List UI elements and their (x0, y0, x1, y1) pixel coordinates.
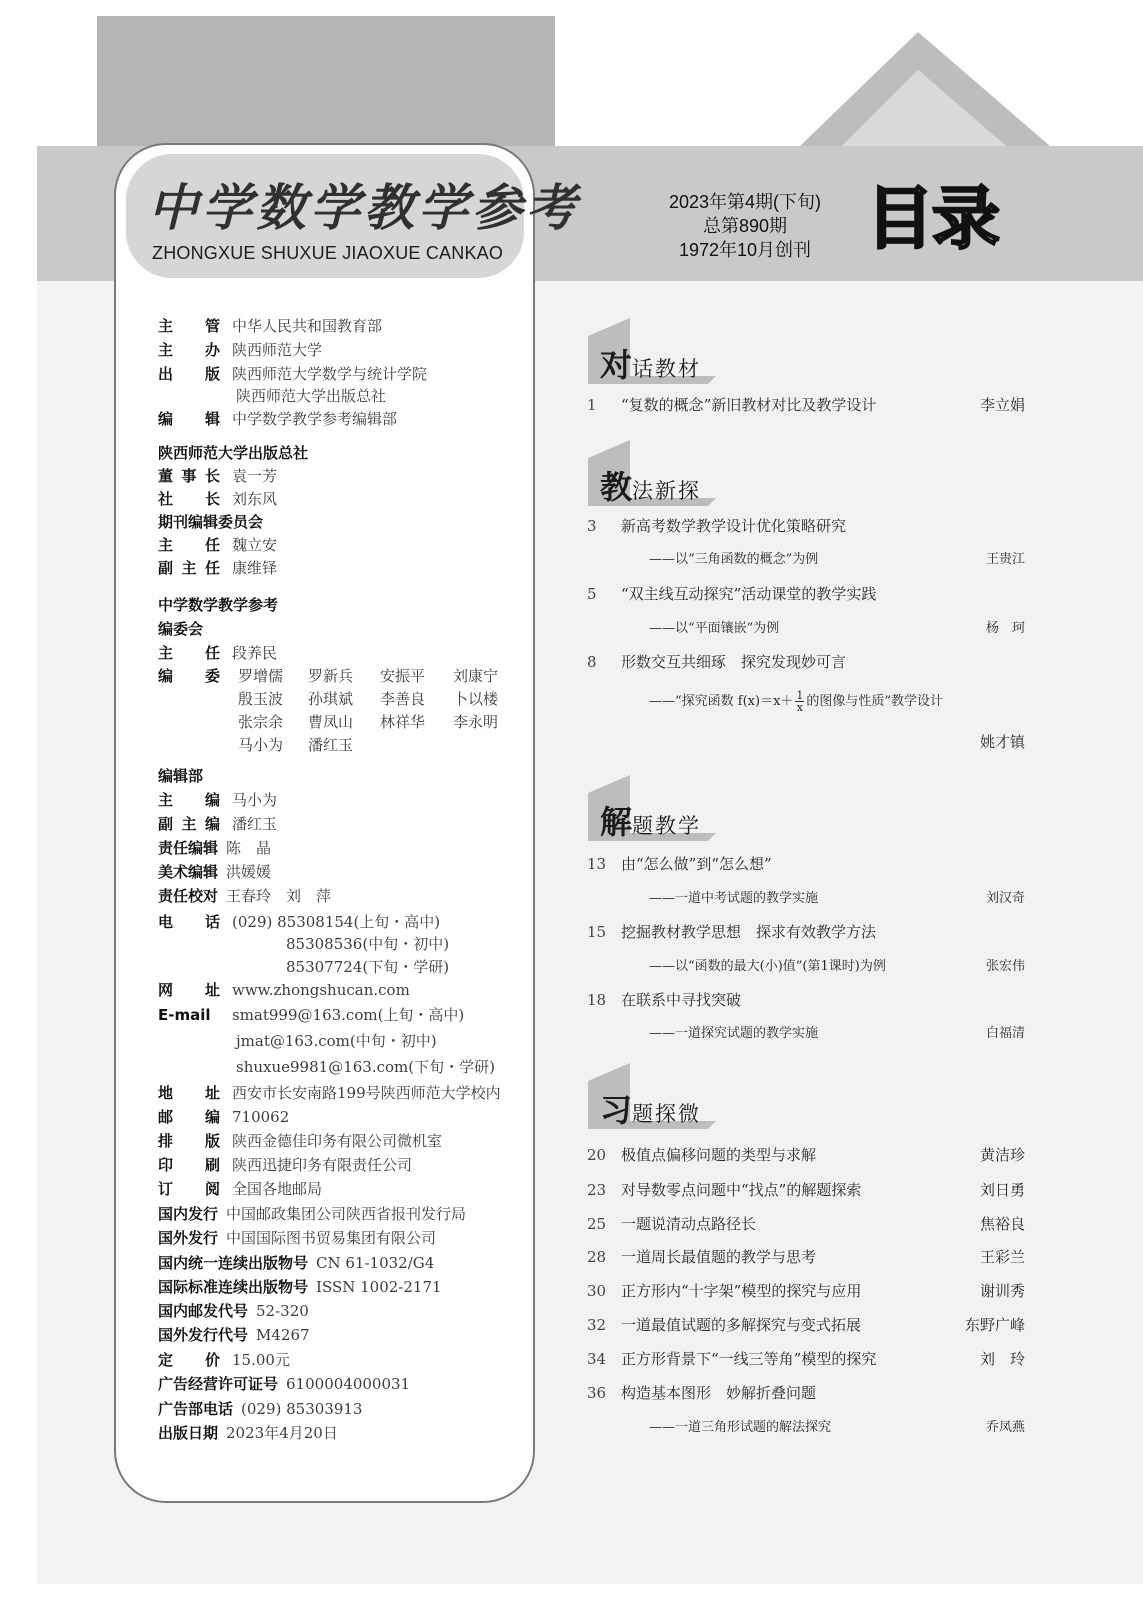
toc-entry-subtitle-row (587, 1416, 1025, 1440)
section-header (588, 775, 718, 845)
toc-entry-subtitle (649, 690, 943, 714)
section-header (588, 440, 718, 510)
masthead-chief-editor-label: 主 编 (158, 791, 220, 809)
masthead-chief-editor-value: 马小为 (232, 791, 278, 809)
masthead-supervisor-label: 主 管 (158, 317, 220, 335)
masthead-proofreader (158, 886, 331, 906)
toc-entry-title: 构造基本图形 妙解折叠问题 (621, 1384, 817, 1402)
masthead-ad-license (158, 1374, 410, 1394)
section-title-initial: 对 (600, 346, 633, 384)
toc-entry (587, 1178, 1025, 1202)
toc-entry-author: 张宏伟 (985, 959, 1025, 974)
masthead-board-chair (158, 643, 277, 663)
masthead-typesetting-label: 排 版 (158, 1132, 220, 1150)
masthead-address-value: 西安市长安南路199号陕西师范大学校内 (232, 1084, 501, 1102)
masthead-chairman (158, 466, 277, 486)
toc-entry-subtitle-row (587, 617, 1025, 641)
section-title-rest: 题教学 (632, 814, 702, 838)
masthead-issn (158, 1277, 442, 1297)
toc-entry-title: 新高考数学教学设计优化策略研究 (621, 517, 847, 535)
toc-title: 目录 (866, 180, 999, 259)
subtitle-pre: ——“探究函数 f(x)＝x＋ (649, 694, 794, 709)
board-member: 潘红玉 (308, 736, 354, 754)
issue-founded: 1972年10月创刊 (678, 240, 812, 260)
masthead-ad-phone-label: 广告部电话 (158, 1400, 234, 1418)
toc-entry-title: 极值点偏移问题的类型与求解 (621, 1146, 817, 1164)
masthead-ad-phone-value: (029) 85303913 (241, 1400, 363, 1418)
masthead-issn-value: ISSN 1002-2171 (316, 1278, 442, 1296)
board-member: 马小为 (238, 736, 284, 754)
masthead-email (158, 1005, 464, 1025)
masthead-issn-label: 国际标准连续出版物号 (158, 1278, 309, 1296)
masthead-cn-number-value: CN 61-1032/G4 (316, 1254, 435, 1272)
toc-entry-title: 一题说清动点路径长 (621, 1215, 757, 1233)
masthead-domestic-code-label: 国内邮发代号 (158, 1302, 249, 1320)
masthead-postcode (158, 1107, 289, 1127)
masthead-deputy-editor-value: 潘红玉 (232, 815, 278, 833)
board-member: 罗增儒 (238, 667, 284, 685)
masthead-committee: 期刊编辑委员会 (158, 513, 264, 531)
section-title (600, 1085, 701, 1131)
board-member: 曹凤山 (308, 713, 354, 731)
masthead-printing-value: 陕西迅捷印务有限责任公司 (232, 1156, 413, 1174)
masthead-committee-deputy-value: 康维铎 (232, 559, 278, 577)
masthead-ad-phone (158, 1399, 362, 1419)
masthead-publisher-label: 出 版 (158, 365, 220, 383)
toc-entry (587, 393, 1025, 417)
masthead-postcode-value: 710062 (232, 1108, 290, 1126)
masthead-postcode-label: 邮 编 (158, 1108, 220, 1126)
toc-entry-title: 正方形背景下“一线三等角”模型的探究 (621, 1350, 877, 1368)
board-member: 卜以楼 (453, 690, 499, 708)
masthead-cn-number-label: 国内统一连续出版物号 (158, 1254, 309, 1272)
masthead-pub-date (158, 1423, 338, 1443)
masthead-board-chair-value: 段养民 (232, 644, 278, 662)
masthead-typesetting (158, 1131, 442, 1151)
masthead-board-members (158, 666, 232, 686)
masthead-foreign-code-value: M4267 (256, 1326, 310, 1344)
masthead-foreign-distribution (158, 1228, 436, 1248)
toc-entry-author: 刘汉奇 (985, 891, 1025, 906)
toc-entry (587, 988, 1025, 1012)
masthead-phone-line3: 85307724(下旬・学研) (286, 958, 450, 976)
journal-logo: 中学数学教学参考 (148, 178, 580, 237)
toc-entry (587, 1313, 1025, 1337)
board-member: 林祥华 (380, 713, 426, 731)
board-member: 李善良 (380, 690, 426, 708)
masthead-art-editor (158, 862, 271, 882)
masthead-printing-label: 印 刷 (158, 1156, 220, 1174)
masthead-responsible-editor (158, 838, 271, 858)
board-member: 刘康宁 (453, 667, 499, 685)
masthead-website-value: www.zhongshucan.com (232, 981, 410, 999)
masthead-committee-deputy (158, 558, 277, 578)
masthead-email-label: E-mail (158, 1006, 211, 1024)
masthead-supervisor-value: 中华人民共和国教育部 (232, 317, 383, 335)
toc-entry-author: 刘 玲 (979, 1350, 1025, 1368)
toc-entry-author: 白福清 (985, 1026, 1025, 1041)
board-member: 殷玉波 (238, 690, 284, 708)
masthead-editorial-dept: 编辑部 (158, 767, 204, 785)
toc-entry-subtitle: ——一道中考试题的教学实施 (649, 891, 819, 906)
section-header (588, 318, 718, 388)
formula-fraction (795, 690, 804, 713)
section-header (588, 1063, 718, 1133)
masthead-domestic-distribution (158, 1204, 466, 1224)
masthead-publisher-line2: 陕西师范大学出版总社 (236, 387, 387, 405)
toc-entry-page: 23 (587, 1181, 607, 1199)
masthead-foreign-distribution-label: 国外发行 (158, 1229, 219, 1247)
toc-entry-page: 28 (587, 1248, 607, 1266)
toc-entry (587, 582, 1025, 606)
toc-entry-title: 对导数零点问题中“找点”的解题探索 (621, 1181, 862, 1199)
toc-entry-author: 李立娟 (979, 396, 1025, 414)
masthead-address-label: 地 址 (158, 1084, 220, 1102)
fraction-denominator: x (796, 701, 804, 714)
toc-entry (587, 514, 1025, 538)
toc-entry-title: 一道最值试题的多解探究与变式拓展 (621, 1316, 862, 1334)
section-title-rest: 话教材 (632, 357, 702, 381)
masthead-phone-line2: 85308536(中旬・初中) (286, 935, 450, 953)
masthead-phone-label: 电 话 (158, 913, 220, 931)
masthead-board-chair-label: 主 任 (158, 644, 220, 662)
toc-entry-page: 5 (587, 585, 597, 603)
toc-entry-title: 挖掘教材教学思想 探求有效教学方法 (621, 923, 877, 941)
toc-entry-subtitle: ——一道探究试题的教学实施 (649, 1026, 819, 1041)
masthead-foreign-code (158, 1325, 310, 1345)
masthead-deputy-editor (158, 814, 277, 834)
issue-date: 2023年第4期(下旬) (668, 192, 822, 212)
toc-entry-page: 25 (587, 1215, 607, 1233)
masthead-responsible-editor-label: 责任编辑 (158, 839, 219, 857)
toc-entry-page: 8 (587, 653, 597, 671)
toc-entry-subtitle: ——以“三角函数的概念”为例 (649, 552, 819, 567)
masthead-art-editor-value: 洪媛媛 (226, 863, 272, 881)
masthead-typesetting-value: 陕西金德佳印务有限公司微机室 (232, 1132, 443, 1150)
toc-entry (587, 1381, 1025, 1405)
masthead-address (158, 1083, 501, 1103)
board-member: 安振平 (380, 667, 426, 685)
section-title-rest: 法新探 (632, 479, 702, 503)
board-member: 李永明 (453, 713, 499, 731)
masthead-subscription-value: 全国各地邮局 (232, 1180, 323, 1198)
section-title-initial: 习 (600, 1091, 633, 1129)
toc-entry-page: 15 (587, 923, 607, 941)
toc-entry-page: 34 (587, 1350, 607, 1368)
masthead-website (158, 980, 410, 1000)
masthead-sponsor-label: 主 办 (158, 341, 220, 359)
masthead-chief-editor (158, 790, 277, 810)
toc-entry (587, 1212, 1025, 1236)
masthead-phone-value: (029) 85308154(上旬・高中) (232, 913, 441, 931)
toc-entry (587, 852, 1025, 876)
masthead-subscription (158, 1179, 322, 1199)
toc-entry (587, 920, 1025, 944)
section-title-initial: 教 (600, 468, 633, 506)
toc-entry-subtitle-row (587, 548, 1025, 572)
toc-entry-page: 13 (587, 855, 607, 873)
masthead-domestic-distribution-label: 国内发行 (158, 1205, 219, 1223)
toc-entry-title: “复数的概念”新旧教材对比及教学设计 (621, 396, 877, 414)
section-title (600, 462, 701, 508)
toc-entry-title: 一道周长最值题的教学与思考 (621, 1248, 817, 1266)
masthead-president (158, 489, 277, 509)
toc-entry-author: 焦裕良 (979, 1215, 1025, 1233)
masthead-foreign-distribution-value: 中国国际图书贸易集团有限公司 (226, 1229, 437, 1247)
masthead-publisher (158, 364, 427, 384)
masthead-journal-name: 中学数学教学参考 (158, 596, 279, 614)
toc-entry-title: 由“怎么做”到“怎么想” (621, 855, 772, 873)
section-title (600, 340, 701, 386)
toc-entry (587, 1143, 1025, 1167)
masthead-committee-deputy-label: 副主任 (158, 559, 220, 577)
toc-entry-author: 刘日勇 (979, 1181, 1025, 1199)
masthead-proofreader-label: 责任校对 (158, 887, 219, 905)
toc-entry-subtitle-row (587, 690, 1025, 714)
masthead-chairman-label: 董事长 (158, 467, 220, 485)
masthead-printing (158, 1155, 412, 1175)
toc-entry-author: 王彩兰 (979, 1248, 1025, 1266)
masthead-art-editor-label: 美术编辑 (158, 863, 219, 881)
masthead-president-value: 刘东风 (232, 490, 278, 508)
toc-entry-subtitle: ——一道三角形试题的解法探究 (649, 1420, 832, 1435)
toc-entry-subtitle-row (587, 1022, 1025, 1046)
masthead-price-value: 15.00元 (232, 1351, 290, 1369)
toc-entry-title: “双主线互动探究”活动课堂的教学实践 (621, 585, 877, 603)
masthead-sponsor (158, 340, 322, 360)
toc-entry-author: 姚才镇 (979, 733, 1025, 751)
toc-entry (587, 1347, 1025, 1371)
masthead-committee-director (158, 535, 277, 555)
section-title-rest: 题探微 (632, 1102, 702, 1126)
masthead-responsible-editor-value: 陈 晶 (226, 839, 272, 857)
toc-entry-page: 20 (587, 1146, 607, 1164)
toc-entry-author: 乔凤燕 (985, 1420, 1025, 1435)
masthead-email-line3: shuxue9981@163.com(下旬・学研) (236, 1058, 495, 1076)
issue-info (640, 190, 850, 262)
toc-entry-subtitle: ——以“平面镶嵌”为例 (649, 621, 780, 636)
masthead-committee-director-label: 主 任 (158, 536, 220, 554)
toc-entry-author: 杨 珂 (985, 621, 1025, 636)
masthead-domestic-code-value: 52-320 (256, 1302, 309, 1320)
toc-entry-author: 东野广峰 (964, 1316, 1025, 1334)
masthead-ad-license-value: 6100004000031 (286, 1375, 411, 1393)
masthead-publisher-group: 陕西师范大学出版总社 (158, 444, 309, 462)
toc-entry-author: 谢训秀 (979, 1282, 1025, 1300)
masthead-domestic-distribution-value: 中国邮政集团公司陕西省报刊发行局 (226, 1205, 467, 1223)
masthead-committee-director-value: 魏立安 (232, 536, 278, 554)
toc-entry-title: 在联系中寻找突破 (621, 991, 742, 1009)
masthead-sponsor-value: 陕西师范大学 (232, 341, 323, 359)
masthead-pub-date-label: 出版日期 (158, 1424, 219, 1442)
board-member: 罗新兵 (308, 667, 354, 685)
masthead-editor-value: 中学数学教学参考编辑部 (232, 410, 398, 428)
toc-entry-author-row (587, 730, 1025, 754)
toc-entry (587, 650, 1025, 674)
toc-entry-author: 王贵江 (985, 552, 1025, 567)
toc-entry (587, 1245, 1025, 1269)
subtitle-post: 的图像与性质”教学设计 (806, 694, 944, 709)
toc-entry-author: 黄洁珍 (979, 1146, 1025, 1164)
masthead-website-label: 网 址 (158, 981, 220, 999)
toc-entry-subtitle-row (587, 887, 1025, 911)
masthead-chairman-value: 袁一芳 (232, 467, 278, 485)
masthead-ad-license-label: 广告经营许可证号 (158, 1375, 279, 1393)
masthead-domestic-code (158, 1301, 309, 1321)
toc-entry (587, 1279, 1025, 1303)
toc-entry-title: 正方形内“十字架”模型的探究与应用 (621, 1282, 862, 1300)
section-title (600, 797, 701, 843)
masthead-editorial-board: 编委会 (158, 620, 204, 638)
masthead-phone (158, 912, 440, 932)
masthead-foreign-code-label: 国外发行代号 (158, 1326, 249, 1344)
toc-entry-page: 18 (587, 991, 607, 1009)
toc-entry-page: 36 (587, 1384, 607, 1402)
masthead-price (158, 1350, 290, 1370)
masthead-deputy-editor-label: 副主编 (158, 815, 220, 833)
masthead-price-label: 定 价 (158, 1351, 220, 1369)
masthead-email-line2: jmat@163.com(中旬・初中) (236, 1032, 437, 1050)
masthead-supervisor (158, 316, 382, 336)
toc-entry-page: 30 (587, 1282, 607, 1300)
toc-entry-subtitle-row (587, 955, 1025, 979)
masthead-president-label: 社 长 (158, 490, 220, 508)
masthead-publisher-value: 陕西师范大学数学与统计学院 (232, 365, 428, 383)
board-member: 张宗余 (238, 713, 284, 731)
masthead-subscription-label: 订 阅 (158, 1180, 220, 1198)
masthead-cn-number (158, 1253, 434, 1273)
issue-total: 总第890期 (702, 216, 788, 236)
masthead-proofreader-value: 王春玲 刘 萍 (226, 887, 332, 905)
masthead-board-members-label: 编 委 (158, 667, 220, 685)
masthead-editor (158, 409, 397, 429)
toc-entry-page: 32 (587, 1316, 607, 1334)
journal-pinyin: ZHONGXUE SHUXUE JIAOXUE CANKAO (152, 243, 504, 263)
masthead-pub-date-value: 2023年4月20日 (226, 1424, 338, 1442)
toc-entry-page: 3 (587, 517, 597, 535)
toc-entry-page: 1 (587, 396, 597, 414)
masthead-email-value: smat999@163.com(上旬・高中) (232, 1006, 465, 1024)
masthead-editor-label: 编 辑 (158, 410, 220, 428)
toc-entry-title: 形数交互共细琢 探究发现妙可言 (621, 653, 847, 671)
toc-entry-subtitle: ——以“函数的最大(小)值”(第1课时)为例 (649, 959, 886, 974)
section-title-initial: 解 (600, 803, 633, 841)
fraction-numerator: 1 (796, 689, 804, 702)
board-member: 孙琪斌 (308, 690, 354, 708)
